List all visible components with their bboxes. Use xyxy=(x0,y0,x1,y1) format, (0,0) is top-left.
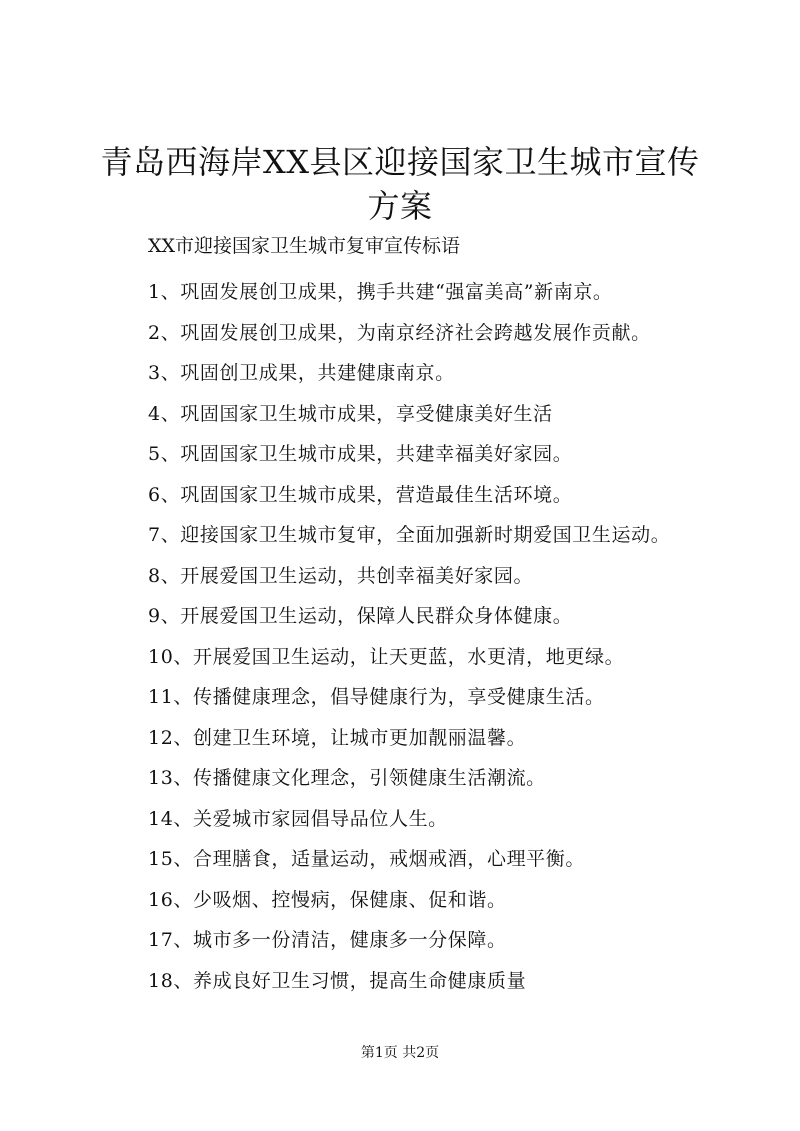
slogan-item: 2、巩固发展创卫成果，为南京经济社会跨越发展作贡献。 xyxy=(148,321,651,344)
slogan-item: 15、合理膳食，适量运动，戒烟戒酒，心理平衡。 xyxy=(148,848,585,870)
slogan-item: 10、开展爱国卫生运动，让天更蓝，水更清，地更绿。 xyxy=(148,645,625,668)
document-title: 青岛西海岸XX县区迎接国家卫生城市宣传方案 xyxy=(100,143,700,225)
slogan-item: 18、养成良好卫生习惯，提高生命健康质量 xyxy=(148,969,527,992)
slogan-item: 5、巩固国家卫生城市成果，共建幸福美好家园。 xyxy=(148,443,573,465)
slogan-item: 8、开展爱国卫生运动，共创幸福美好家园。 xyxy=(148,564,534,587)
slogan-item: 7、迎接国家卫生城市复审，全面加强新时期爱国卫生运动。 xyxy=(148,524,671,546)
slogan-item: 17、城市多一份清洁，健康多一分保障。 xyxy=(148,929,507,951)
slogan-item: 16、少吸烟、控慢病，保健康、促和谐。 xyxy=(148,888,507,911)
slogan-item: 12、创建卫生环境，让城市更加靓丽温馨。 xyxy=(148,726,527,749)
document-subtitle: XX市迎接国家卫生城市复审宣传标语 xyxy=(148,235,461,257)
slogan-item: 9、开展爱国卫生运动，保障人民群众身体健康。 xyxy=(148,605,573,627)
slogan-item: 6、巩固国家卫生城市成果，营造最佳生活环境。 xyxy=(148,483,573,506)
slogan-item: 14、关爱城市家园倡导品位人生。 xyxy=(148,807,448,830)
slogan-item: 4、巩固国家卫生城市成果，享受健康美好生活 xyxy=(148,402,553,425)
slogan-list xyxy=(148,272,670,1001)
page-footer: 第1页 共2页 xyxy=(360,1045,440,1061)
slogan-item: 13、传播健康文化理念，引领健康生活潮流。 xyxy=(148,767,546,789)
slogan-item: 11、传播健康理念，倡导健康行为，享受健康生活。 xyxy=(148,686,605,708)
slogan-item: 1、巩固发展创卫成果，携手共建“强富美高”新南京。 xyxy=(148,281,613,303)
slogan-item: 3、巩固创卫成果，共建健康南京。 xyxy=(148,362,455,384)
